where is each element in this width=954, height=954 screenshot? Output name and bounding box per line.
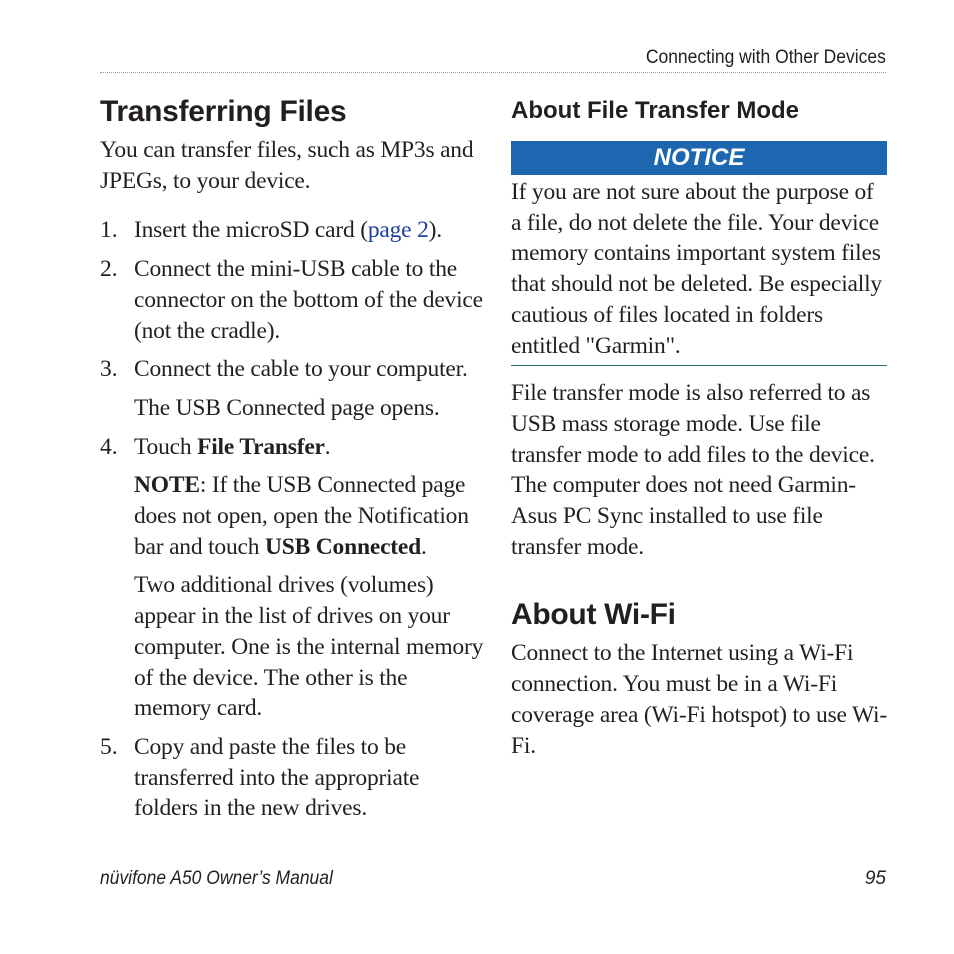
step-text-part: Touch	[134, 433, 198, 460]
note-label: NOTE	[134, 472, 200, 499]
step-text-part: .	[324, 433, 331, 460]
step-subtext: The USB Connected page opens.	[134, 394, 440, 421]
header-divider	[100, 72, 886, 73]
step-text	[134, 432, 485, 463]
step-1	[100, 215, 485, 246]
step-text-part: ).	[428, 217, 442, 244]
subheading-file-transfer-mode: About File Transfer Mode	[511, 97, 800, 124]
running-header: Connecting with Other Devices	[646, 47, 886, 68]
step-subtext: Two additional drives (volumes) appear in the list of drives on your computer. One is the internal memory of the device. The other is the memory card.	[134, 572, 484, 722]
step-number: 5.	[100, 733, 118, 760]
step-3	[100, 354, 485, 423]
step-text: Connect the cable to your computer.	[134, 356, 468, 383]
page-2-link[interactable]: page 2	[367, 217, 429, 244]
intro-paragraph: You can transfer files, such as MP3s and JPEGs, to your device.	[100, 137, 474, 194]
notice-text: If you are not sure about the purpose of a file, do not delete the file. Your device memory contains important system files that should not be deleted. Be especially cautious of files located in folders entitled "Garmin".	[511, 179, 882, 359]
note-text: : If the USB Connected page does not open, open the Notification bar and touch	[134, 472, 469, 560]
step-number: 2.	[100, 256, 118, 283]
step-number: 1.	[100, 217, 118, 244]
steps-list	[100, 215, 485, 824]
step-text-part: Insert the microSD card (	[134, 217, 368, 244]
step-text: Copy and paste the files to be transferred into the appropriate folders in the new drives.	[134, 733, 420, 822]
wifi-paragraph: Connect to the Internet using a Wi-Fi connection. You must be in a Wi-Fi coverage area (Wi-Fi hotspot) to use Wi-Fi.	[511, 640, 887, 759]
page-number: 95	[864, 868, 886, 889]
step-number: 4.	[100, 433, 118, 460]
file-transfer-mode-paragraph: File transfer mode is also referred to as USB mass storage mode. Use file transfer mode to add files to the device. The computer does not need Garmin-Asus PC Sync installed to use file transfer mode.	[511, 380, 875, 560]
step-note	[134, 470, 485, 562]
note-text: .	[421, 533, 427, 560]
step-text: Connect the mini-USB cable to the connector on the bottom of the device (not the cradle).	[134, 256, 483, 344]
notice-divider	[511, 365, 887, 366]
section-heading-transferring-files: Transferring Files	[100, 95, 347, 128]
step-2	[100, 254, 485, 346]
section-heading-about-wifi: About Wi-Fi	[511, 598, 676, 632]
footer-manual-title: nüvifone A50 Owner’s Manual	[100, 868, 333, 889]
left-column	[100, 95, 485, 824]
right-column	[511, 95, 887, 761]
usb-connected-label: USB Connected	[264, 533, 422, 560]
step-5	[100, 732, 485, 824]
step-text	[134, 215, 485, 246]
notice-banner: NOTICE	[511, 141, 887, 175]
step-number: 3.	[100, 356, 118, 383]
step-4	[100, 432, 485, 724]
file-transfer-label: File Transfer	[197, 433, 325, 460]
